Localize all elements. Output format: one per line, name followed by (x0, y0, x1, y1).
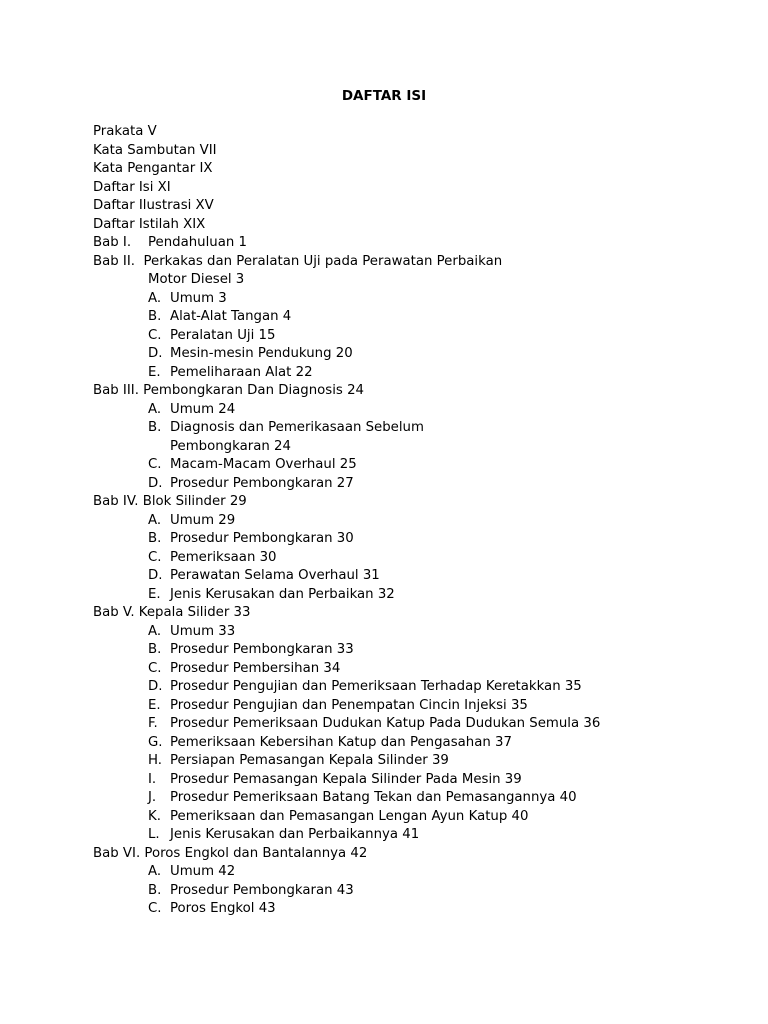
section-letter: J. (148, 790, 157, 805)
section-entry (93, 734, 753, 753)
section-text: Jenis Kerusakan dan Perbaikannya 41 (170, 827, 420, 842)
chapter-title-continuation: Motor Diesel 3 (148, 272, 245, 287)
section-letter: A. (148, 401, 162, 417)
section-letter: A. (148, 623, 162, 639)
section-letter: B. (148, 882, 162, 898)
section-text: Poros Engkol 43 (170, 901, 276, 916)
section-letter: B. (148, 642, 162, 657)
section-letter: D. (148, 346, 163, 361)
section-text: Pemeriksaan Kebersihan Katup dan Pengasahan 37 (170, 734, 512, 750)
section-letter: H. (148, 753, 162, 768)
section-entry (93, 419, 753, 438)
section-entry (93, 808, 753, 827)
section-text: Prosedur Pengujian dan Penempatan Cincin Injeksi 35 (170, 697, 528, 713)
section-letter: D. (148, 568, 163, 583)
section-entry (93, 401, 753, 420)
section-letter: D. (148, 475, 163, 491)
section-text: Umum 42 (170, 864, 236, 879)
chapter-title: Poros Engkol dan Bantalannya 42 (144, 845, 368, 861)
section-entry (93, 475, 753, 494)
section-text: Peralatan Uji 15 (170, 327, 276, 343)
section-text: Prosedur Pemeriksaan Batang Tekan dan Pemasangannya 40 (170, 790, 577, 805)
section-letter: I. (148, 771, 157, 787)
section-text: Prosedur Pengujian dan Pemeriksaan Terhadap Keretakkan 35 (170, 679, 582, 694)
chapter-title: Kepala Silider 33 (138, 605, 251, 620)
section-letter: E. (148, 364, 161, 380)
section-letter: L. (148, 827, 160, 842)
toc-entry-daftar-ilustrasi: Daftar Ilustrasi XV (93, 198, 214, 213)
section-text: Pemeliharaan Alat 22 (170, 364, 313, 380)
section-entry (93, 623, 753, 642)
section-letter: C. (148, 457, 162, 472)
chapter-label: Bab II. (93, 253, 136, 269)
section-letter: B. (148, 309, 162, 324)
section-entry (93, 863, 753, 882)
section-entry (93, 345, 753, 364)
section-text: Umum 3 (170, 290, 227, 306)
toc-entry-prakata: Prakata V (93, 124, 157, 139)
section-text: Mesin-mesin Pendukung 20 (170, 346, 353, 361)
chapter-title: Perkakas dan Peralatan Uji pada Perawatan Perbaikan (143, 253, 503, 269)
section-letter: C. (148, 901, 162, 916)
section-entry (93, 641, 753, 660)
chapter-title: Pendahuluan 1 (148, 235, 247, 250)
chapter-heading (93, 604, 753, 623)
section-entry (93, 789, 753, 808)
section-entry (93, 715, 753, 734)
table-of-contents (93, 123, 753, 919)
chapter-title: Pembongkaran Dan Diagnosis 24 (143, 383, 364, 398)
section-entry (93, 308, 753, 327)
section-entry (93, 586, 753, 605)
section-entry (93, 549, 753, 568)
section-letter: G. (148, 734, 163, 750)
toc-entry-daftar-istilah: Daftar Istilah XIX (93, 216, 206, 232)
section-entry (93, 678, 753, 697)
section-letter: A. (148, 290, 162, 306)
section-letter: K. (148, 808, 161, 824)
section-text: Diagnosis dan Pemerikasaan Sebelum (170, 420, 424, 435)
section-text: Umum 29 (170, 512, 236, 528)
section-letter: A. (148, 512, 162, 528)
section-letter: C. (148, 327, 162, 343)
section-text: Prosedur Pembongkaran 27 (170, 475, 354, 491)
section-text-continuation: Pembongkaran 24 (170, 438, 291, 454)
section-letter: B. (148, 420, 162, 435)
section-entry (93, 512, 753, 531)
section-letter: E. (148, 586, 161, 602)
chapter-heading (93, 253, 753, 272)
section-entry (93, 456, 753, 475)
section-entry (93, 771, 753, 790)
section-text: Pemeriksaan 30 (170, 549, 277, 565)
section-entry (93, 882, 753, 901)
section-entry (93, 364, 753, 383)
section-text: Prosedur Pemeriksaan Dudukan Katup Pada Dudukan Semula 36 (170, 716, 601, 731)
section-entry (93, 660, 753, 679)
section-text: Macam-Macam Overhaul 25 (170, 457, 357, 472)
section-entry (93, 826, 753, 845)
section-entry (93, 567, 753, 586)
chapter-label: Bab V. (93, 605, 135, 620)
section-letter: E. (148, 697, 161, 713)
section-entry (93, 697, 753, 716)
section-letter: A. (148, 864, 162, 879)
chapter-heading (93, 234, 753, 253)
section-entry (93, 530, 753, 549)
section-text: Prosedur Pembongkaran 30 (170, 531, 354, 546)
chapter-label: Bab III. (93, 383, 139, 398)
page-title: DAFTAR ISI (341, 88, 427, 104)
section-text: Pemeriksaan dan Pemasangan Lengan Ayun Katup 40 (170, 808, 529, 824)
section-letter: D. (148, 679, 163, 694)
section-letter: F. (148, 716, 158, 731)
toc-entry-daftar-isi: Daftar Isi XI (93, 179, 171, 195)
section-letter: C. (148, 660, 162, 676)
chapter-heading (93, 845, 753, 864)
chapter-heading (93, 493, 753, 512)
section-entry (93, 900, 753, 919)
chapter-heading (93, 382, 753, 401)
section-text: Persiapan Pemasangan Kepala Silinder 39 (170, 753, 449, 768)
section-text: Umum 33 (170, 623, 236, 639)
chapter-label: Bab VI. (93, 845, 141, 861)
section-text: Prosedur Pembongkaran 43 (170, 882, 354, 898)
chapter-label: Bab I. (93, 235, 132, 250)
section-entry (93, 290, 753, 309)
chapter-title: Blok Silinder 29 (142, 494, 247, 509)
section-letter: B. (148, 531, 162, 546)
section-text: Prosedur Pembersihan 34 (170, 660, 341, 676)
section-text: Jenis Kerusakan dan Perbaikan 32 (170, 586, 395, 602)
section-text: Prosedur Pemasangan Kepala Silinder Pada Mesin 39 (170, 771, 522, 787)
toc-entry-kata-sambutan: Kata Sambutan VII (93, 142, 217, 158)
section-entry (93, 327, 753, 346)
section-text: Umum 24 (170, 401, 236, 417)
chapter-label: Bab IV. (93, 494, 139, 509)
section-letter: C. (148, 549, 162, 565)
section-text: Alat-Alat Tangan 4 (170, 309, 292, 324)
section-text: Prosedur Pembongkaran 33 (170, 642, 354, 657)
section-text: Perawatan Selama Overhaul 31 (170, 568, 380, 583)
toc-entry-kata-pengantar: Kata Pengantar IX (93, 161, 213, 176)
section-entry (93, 752, 753, 771)
